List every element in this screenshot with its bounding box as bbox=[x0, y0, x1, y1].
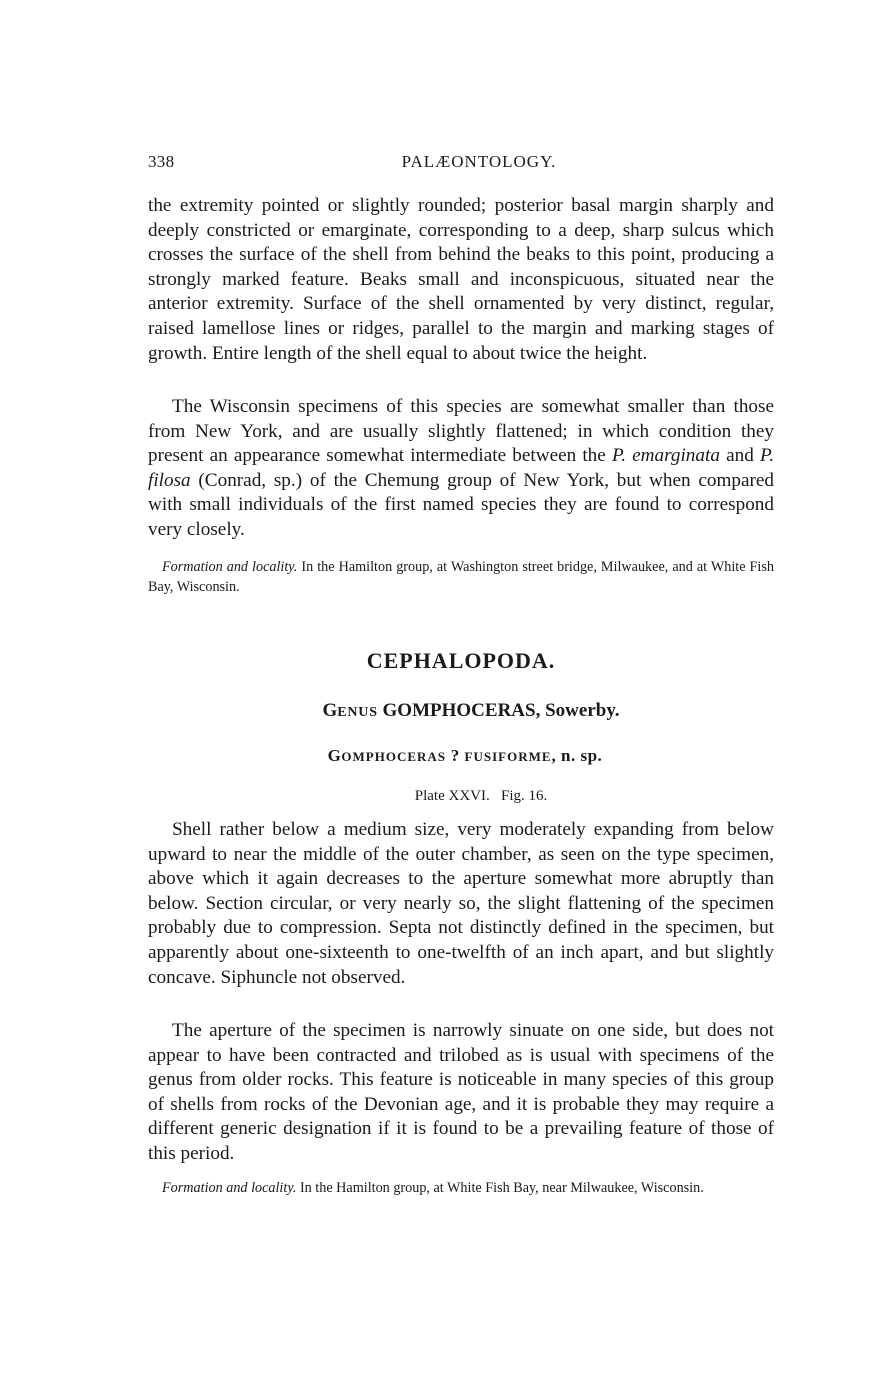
formation-locality-note bbox=[148, 557, 774, 597]
formation-locality-note bbox=[148, 1178, 774, 1198]
plate-reference: Plate XXVI. Fig. 16. bbox=[414, 788, 548, 804]
note-text: In the Hamilton group, at Washington street bridge, Milwaukee, and at White Fish Bay, Wisconsin. bbox=[148, 559, 774, 595]
aperture-paragraph: The aperture of the specimen is narrowly sinuate on one side, but does not appear to have been contracted and trilobed as is usual with specimens of the genus from older rocks. This feature is noticeable in many species of this group of shells from rocks of the Devonian age, and it is probable they may require a different generic designation if it is found to be a prevailing feature of those of this period. bbox=[148, 1020, 774, 1164]
wisconsin-specimens-paragraph bbox=[148, 395, 774, 543]
species-genus-initial: G bbox=[327, 746, 342, 765]
running-head: PALÆONTOLOGY. bbox=[401, 152, 557, 171]
genus-prefix-rest: ENUS bbox=[337, 705, 378, 720]
species-query-mark: ? bbox=[446, 746, 465, 765]
genus-prefix-initial: G bbox=[322, 700, 338, 721]
paragraph-text: The Wisconsin specimens of this species are somewhat smaller than those from New York, and are usually slightly flattened; in which condition they present an appearance somewhat intermediate between the bbox=[148, 396, 774, 467]
page-number: 338 bbox=[148, 152, 175, 171]
continued-paragraph: the extremity pointed or slightly rounded; posterior basal margin sharply and deeply constricted or emarginate, corresponding to a deep, sharp sulcus which crosses the surface of the shell from behind the beaks to this point, producing a strongly marked feature. Beaks small and inconspicuous, situated near the anterior extremity. Surface of the shell ornamented by very distinct, regular, raised lamellose lines or ridges, parallel to the margin and marking stages of growth. Entire length of the shell equal to about twice the height. bbox=[148, 195, 774, 364]
note-label: Formation and locality. bbox=[162, 1180, 297, 1196]
paragraph-text: and bbox=[719, 445, 760, 467]
paragraph-text: (Conrad, sp.) of the Chemung group of New York, but when compared with small individuals of the first named species they are found to correspond very closely. bbox=[148, 469, 774, 540]
page-header bbox=[148, 152, 774, 176]
note-text: In the Hamilton group, at White Fish Bay, near Milwaukee, Wisconsin. bbox=[296, 1180, 704, 1196]
genus-heading bbox=[148, 700, 784, 722]
species-name-filosa: P. filosa bbox=[148, 445, 774, 491]
species-name-emarginata: P. emarginata bbox=[611, 445, 720, 467]
species-epithet: FUSIFORME bbox=[464, 749, 552, 764]
description-paragraph: Shell rather below a medium size, very moderately expanding from below upward to near the middle of the outer chamber, as seen on the type specimen, above which it again decreases to the aperture somewhat more abruptly than below. Section circular, or very nearly so, the slight flattening of the specimen probably due to compression. Septa not distinctly defined in the specimen, but apparently about one-sixteenth to one-twelfth of an inch apart, and but slightly concave. Siphuncle not observed. bbox=[148, 819, 774, 988]
note-label: Formation and locality. bbox=[162, 559, 298, 575]
species-suffix: , n. sp. bbox=[551, 746, 603, 765]
genus-author: Sowerby. bbox=[545, 700, 620, 721]
species-heading bbox=[148, 746, 778, 766]
genus-name: GOMPHOCERAS, bbox=[377, 700, 546, 721]
species-genus-rest: OMPHOCERAS bbox=[341, 749, 447, 764]
section-heading: CEPHALOPODA. bbox=[366, 648, 556, 673]
